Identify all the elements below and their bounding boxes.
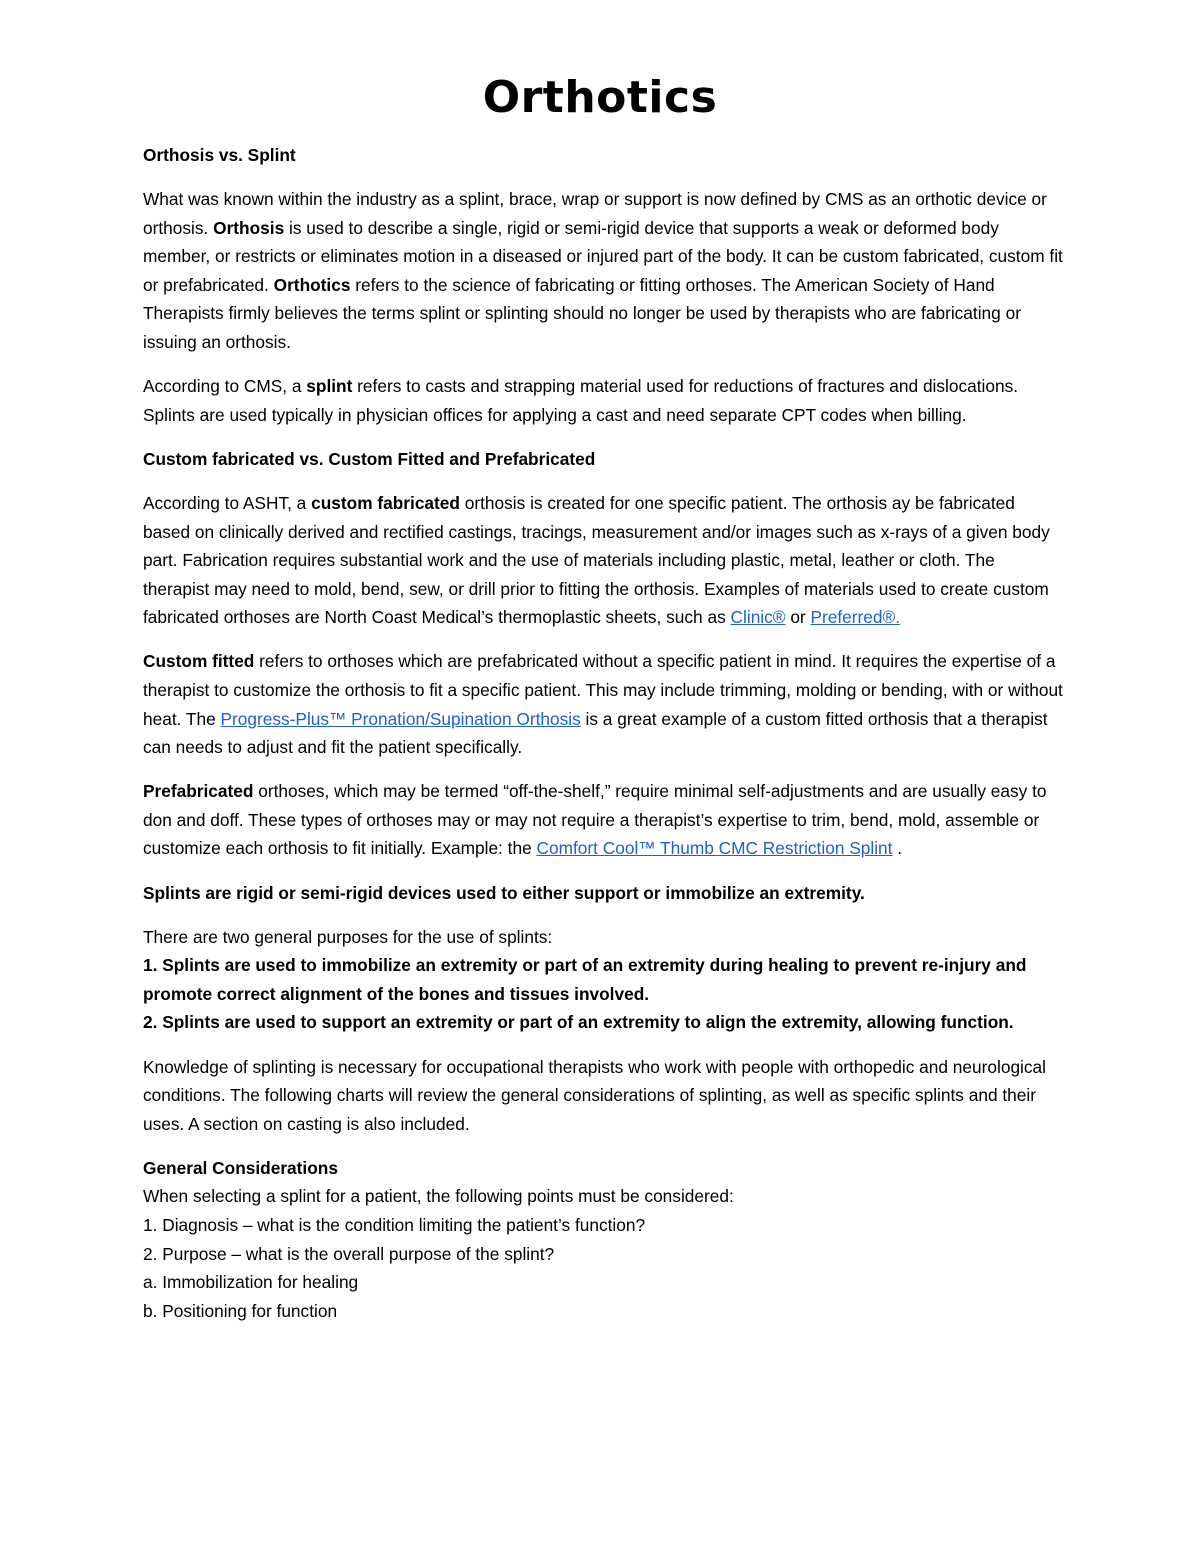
paragraph-custom-fitted: Custom fitted refers to orthoses which are prefabricated without a specific patient in mind. It requires the expertise of a therapist to customize the orthosis to fit a specific patient. This may include trimming, molding or bending, with or without heat. The Progress-Plus™ Pronation/Supination Orthosis is a great example of a custom fitted orthosis that a therapist can needs to adjust and fit the patient specifically. bbox=[143, 651, 1063, 758]
paragraph-splint-cms: According to CMS, a splint refers to casts and strapping material used for reductions of fractures and dislocations. Splints are used typically in physician offices for applying a cast and need separate CPT codes when billing. bbox=[143, 376, 1019, 425]
purpose-item-2: 2. Splints are used to support an extremity or part of an extremity to align the extremity, allowing function. bbox=[143, 1012, 1014, 1033]
preferred-link[interactable]: Preferred®. bbox=[810, 607, 901, 628]
section-heading-general-considerations: General Considerations bbox=[143, 1157, 338, 1178]
paragraph-orthosis-definition: What was known within the industry as a splint, brace, wrap or support is now defined by CMS as an orthotic device or orthosis. Orthosis is used to describe a single, rigid or semi-rigid device that supports a weak or deformed body member, or restricts or eliminates motion in a diseased or injured part of the body. It can be custom fabricated, custom fit or prefabricated. Orthotics refers to the science of fabricating or fitting orthoses. The American Society of Hand Therapists firmly believes the terms splint or splinting should no longer be used by therapists who are fabricating or issuing an orthosis. bbox=[143, 189, 1063, 353]
progress-plus-orthosis-link[interactable]: Progress-Plus™ Pronation/Supination Orthosis bbox=[220, 708, 581, 729]
paragraph-knowledge-of-splinting: Knowledge of splinting is necessary for occupational therapists who work with people with orthopedic and neurological conditions. The following charts will review the general considerations of splinting, as well as specific splints and their uses. A section on casting is also included. bbox=[143, 1056, 1046, 1134]
consideration-item: 2. Purpose – what is the overall purpose of the splint? bbox=[143, 1243, 555, 1264]
consideration-item: a. Immobilization for healing bbox=[143, 1272, 359, 1293]
comfort-cool-splint-link[interactable]: Comfort Cool™ Thumb CMC Restriction Splint bbox=[536, 838, 893, 859]
paragraph-splints-definition: Splints are rigid or semi-rigid devices used to either support or immobilize an extremity. bbox=[143, 882, 865, 903]
document-body bbox=[143, 141, 1065, 1325]
section-heading-orthosis-vs-splint: Orthosis vs. Splint bbox=[143, 145, 296, 165]
clinic-link[interactable]: Clinic® bbox=[730, 607, 786, 628]
paragraph-custom-fabricated: According to ASHT, a custom fabricated orthosis is created for one specific patient. The orthosis ay be fabricated based on clinically derived and rectified castings, tracings, measurement and/or images such as x-rays of a given body part. Fabrication requires substantial work and the use of materials including plastic, metal, leather or cloth. The therapist may need to mold, bend, sew, or drill prior to fitting the orthosis. Examples of materials used to create custom fabricated orthoses are North Coast Medical’s thermoplastic sheets, such as Clinic® or Preferred®. bbox=[143, 492, 1050, 628]
consideration-item: b. Positioning for function bbox=[143, 1300, 338, 1321]
consideration-item: 1. Diagnosis – what is the condition limiting the patient’s function? bbox=[143, 1215, 646, 1235]
page-title: Orthotics bbox=[482, 72, 718, 123]
section-heading-custom-fabricated: Custom fabricated vs. Custom Fitted and Prefabricated bbox=[143, 448, 596, 469]
general-considerations-intro: When selecting a splint for a patient, the following points must be considered: bbox=[143, 1186, 734, 1207]
paragraph-prefabricated: Prefabricated orthoses, which may be termed “off-the-shelf,” require minimal self-adjustments and are usually easy to don and doff. These types of orthoses may or may not require a therapist’s expertise to trim, bend, mold, assemble or customize each orthosis to fit initially. Example: the Comfort Cool™ Thumb CMC Restriction Splint . bbox=[143, 781, 1047, 859]
purposes-intro: There are two general purposes for the use of splints: bbox=[143, 926, 553, 947]
purpose-item-1: 1. Splints are used to immobilize an extremity or part of an extremity during healing to prevent re-injury and promote correct alignment of the bones and tissues involved. bbox=[143, 955, 1027, 1004]
